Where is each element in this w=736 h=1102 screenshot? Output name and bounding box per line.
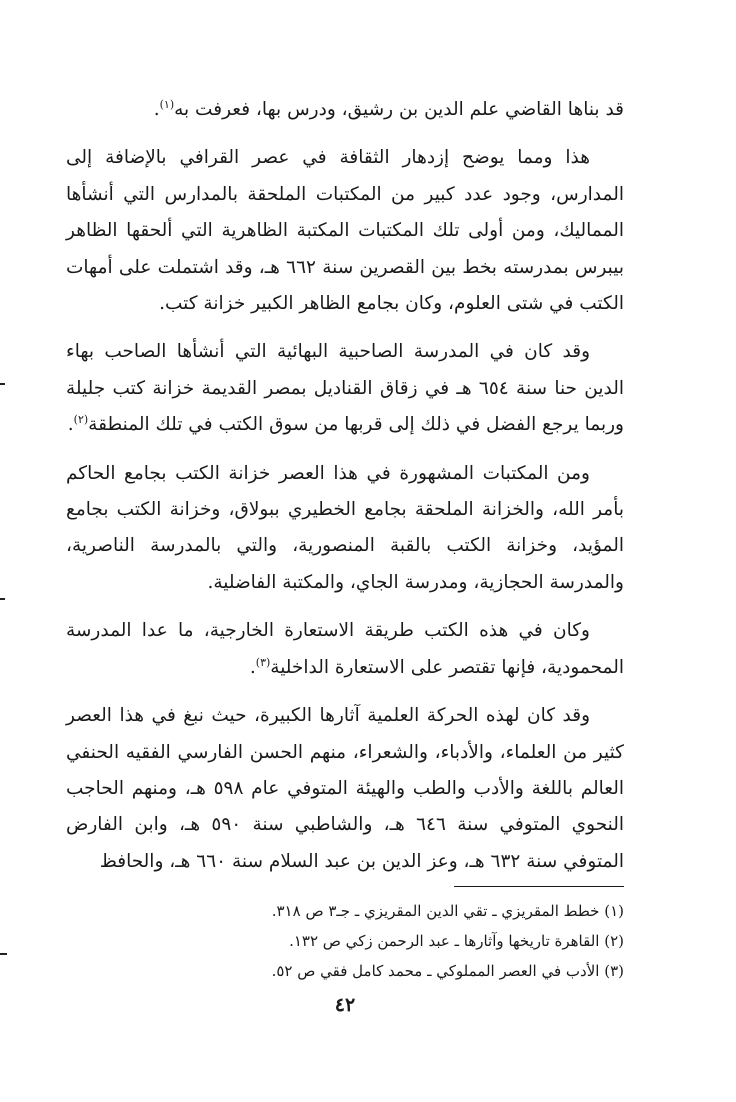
paragraph-2: هذا ومما يوضح إزدهار الثقافة في عصر القرافي بالإضافة إلى المدارس، وجود عدد كبير من المكتبات الملحقة بالمدارس التي أنشأها المماليك، ومن أولى تلك المكتبات المكتبة الظاهرية التي ألحقها الظاهر بيبرس بمدرسته بخط بين القصرين سنة ٦٦٢ هـ، وقد اشتملت على أمهات الكتب في شتى العلوم، وكان بجامع الظاهر الكبير خزانة كتب. <box>66 147 624 315</box>
footnotes <box>66 896 624 986</box>
scan-edge-mark <box>0 598 5 600</box>
paragraph-4: ومن المكتبات المشهورة في هذا العصر خزانة الكتب بجامع الحاكم بأمر الله، والخزانة الملحقة بجامع الخطيري ببولاق، وخزانة الكتب بجامع المؤيد، وخزانة الكتب بالقبة المنصورية، والتي بالمدرسة الناصرية، والمدرسة الحجازية، ومدرسة الجاي، والمكتبة الفاضلية. <box>66 462 624 593</box>
scan-edge-mark <box>0 953 7 955</box>
scan-edge-mark <box>0 383 5 385</box>
paragraph-3: وقد كان في المدرسة الصاحبية البهائية التي أنشأها الصاحب بهاء الدين حنا سنة ٦٥٤ هـ في زقاق القناديل بمصر القديمة خزانة كتب جليلة وربما يرجع الفضل في ذلك إلى قربها من سوق الكتب في تلك المنطقة$^{(٢)}$. <box>66 341 624 436</box>
paragraph-3-text: وقد كان في المدرسة الصاحبية البهائية التي أنشأها الصاحب بهاء الدين حنا سنة ٦٥٤ هـ في زقاق القناديل بمصر القديمة خزانة كتب جليلة وربما يرجع الفضل في ذلك إلى قربها من سوق الكتب في تلك المنطقة <box>66 341 624 436</box>
footnote-3: (٣) الأدب في العصر المملوكي ـ محمد كامل فقي ص ٥٢. <box>271 962 624 980</box>
footnote-ref-2: (٢) <box>73 413 89 427</box>
book-page <box>66 0 624 1102</box>
footnote-1: (١) خطط المقريزي ـ تقي الدين المقريزي ـ جـ٣ ص ٣١٨. <box>271 902 624 920</box>
paragraph-5-text: وكان في هذه الكتب طريقة الاستعارة الخارجية، ما عدا المدرسة المحمودية، فإنها تقتصر على الاستعارة الداخلية <box>66 620 624 678</box>
paragraph-6: وقد كان لهذه الحركة العلمية آثارها الكبيرة، حيث نبغ في هذا العصر كثير من العلماء، والأدباء، والشعراء، منهم الحسن الفارسي الفقيه الحنفي العالم باللغة والأدب والطب والهيئة المتوفي عام ٥٩٨ هـ، ومنهم الحاجب النحوي المتوفي سنة ٦٤٦ هـ، والشاطبي سنة ٥٩٠ هـ، وابن الفارض المتوفي سنة ٦٣٢ هـ، وعز الدين بن عبد السلام سنة ٦٦٠ هـ، والحافظ <box>66 705 625 872</box>
footnote-separator <box>454 886 624 887</box>
paragraph-1: قد بناها القاضي علم الدين بن رشيق، ودرس بها، فعرفت به$^{(١)}$. <box>153 97 624 120</box>
paragraph-1-text: قد بناها القاضي علم الدين بن رشيق، ودرس بها، فعرفت به <box>174 99 624 120</box>
body-text <box>66 92 624 892</box>
page-number: ٤٢ <box>334 994 356 1016</box>
footnote-2: (٢) القاهرة تاريخها وآثارها ـ عبد الرحمن زكي ص ١٣٢. <box>289 932 624 950</box>
paragraph-5: وكان في هذه الكتب طريقة الاستعارة الخارجية، ما عدا المدرسة المحمودية، فإنها تقتصر على الاستعارة الداخلية$^{(٣)}$. <box>66 620 624 678</box>
footnote-ref-1: (١) <box>159 97 175 111</box>
footnote-ref-3: (٣) <box>255 655 271 669</box>
